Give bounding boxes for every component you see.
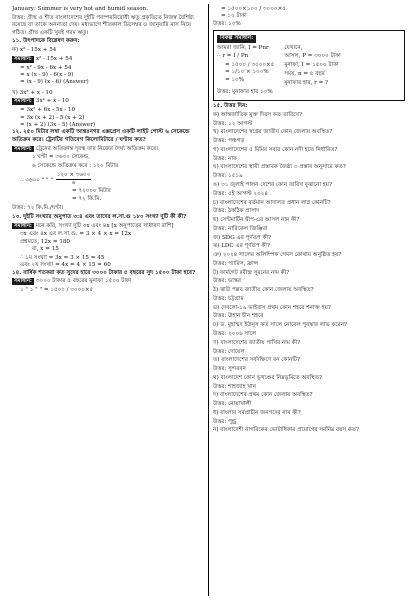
gk-line: ধ) বাংলার সর্বপ্রাচীন জনপদের নাম কী? <box>213 409 301 416</box>
q13-line2: ৩x এবং ৪x এর ল.সা.গু. = 3 × 4 × x = 12x <box>20 231 132 238</box>
question-12: ১২. ২৫০ মিটার লম্বা একটি আন্তঃনগর এক্সপ্রেস একটি লাইট পোস্ট ৬ সেকেন্ডে অতিক্রম করে। ট্রেনটির গতিবেগ কিলোমিটারে / ঘণ্টায় কত? <box>12 129 190 143</box>
gk-line: ঙ) ৩১ জুলাই পালন দেশের কোন তারিখ বুঝানো হয়? <box>213 181 332 188</box>
alt-line2: ∴ r = I / Pn <box>217 53 249 60</box>
alternative-math <box>217 45 274 85</box>
solution-tag-14: সমাধান: <box>14 278 32 285</box>
q14-line1-text: ৩০০০ টাকার ৫ বছরের মুনাফা ১৫০০ টাকা <box>35 278 132 285</box>
q12-solution-text: ট্রেনের অতিক্রান্ত দূরত্ব তার নিজের দৈর্ঘ্য অতিক্রম করে। <box>35 145 159 152</box>
where-line2: আসল, P = ৩০০০ টাকা <box>284 53 341 60</box>
q12-line4: = ৭২০০০ মিটার <box>72 187 111 194</box>
gk-line: উত্তর: ভাস্কর <box>213 278 241 285</box>
alt-line3: = ১৫০০ / ৩০০০×৫ <box>225 62 275 69</box>
q13-line4: বা, x = 15 <box>32 246 59 253</box>
solution-b-expr: 3x² + x - 10 <box>35 98 69 105</box>
gk-line: ড) দেবলো-১৯ ভাইরাস প্রথম কোন শহরে শনাক্ত হয়? <box>213 304 331 311</box>
solution-tag-b: সমাধান: <box>14 98 32 105</box>
q13-line3: প্রশ্নমতে, 12x = 180 <box>20 238 70 245</box>
gk-line: ঢ) ড. মুহাম্মদ ইউনূস কত সালে নোবেল পুরস্কার লাভ করেন? <box>213 322 348 329</box>
gk-line: জ) SDG এর পূর্ণরূপ কী? <box>213 234 271 241</box>
gk-line: ঝ) LDC এর পূর্ণরূপ কী? <box>213 243 270 250</box>
gk-line: ত) বাংলাদেশের সর্বদক্ষিণে বন কোনটি? <box>213 357 300 364</box>
q14-line2: ১ " ১ " " = ১৫০০ / ৩০০০×৫ <box>20 287 94 294</box>
solution-a-line3: = x (x - 9) - 6(x - 9) <box>20 71 74 78</box>
gk-line: ক) আন্তর্জাতিক মুক্ত দিবস কত তারিখে? <box>213 111 303 118</box>
gk-line: উত্তর: ১৫১৯ <box>213 173 243 180</box>
gk-line: উত্তর: ২০০৬ সালে <box>213 331 257 337</box>
q12-line3-text: ∴ ৩৬০০ " " " <box>20 177 53 184</box>
q12-line1: ১ ঘণ্টা = ৩৬০০ সেকেন্ড, <box>32 154 91 161</box>
alternative-solution-tag: বিকল্প সমাধান: <box>217 35 256 42</box>
alt-answer: উত্তর: মুনাফার হার ১০% <box>217 89 273 96</box>
gk-line: থ) বাংলাদেশ কোন ভূখণ্ডের নিম্নভূমিতে অবস্থিত? <box>213 374 322 381</box>
solution-tag-13: সমাধান: <box>14 222 32 229</box>
gk-line: ঘ) বাংলাদেশের স্থায়ী প্রস্তাবক জৈষ্ঠ্য ৩ প্রস্তাব অনুসারে কত? <box>213 164 346 171</box>
left-column <box>12 6 205 596</box>
q12-answer: উত্তর: ৭২ কি.মি./ঘণ্টা। <box>12 205 64 212</box>
solution-b-line2: = 3x² + 6x - 5x - 10 <box>20 107 76 114</box>
gk-line: ঠ) ঝাউ পল্লব জাতীয় কোন জেলায় অবস্থিত? <box>213 287 314 294</box>
q12-line3 <box>12 172 205 188</box>
alt-line4: = ১/১০ × ১০০% <box>225 69 269 76</box>
top-answer: উত্তর: ১০% <box>213 20 241 27</box>
gk-line: উত্তর: পুন্ড্র <box>213 418 237 425</box>
gk-line: উত্তর: শাহজাহ খান <box>213 383 256 390</box>
where-block <box>284 45 340 89</box>
gk-line: ট) ফার্মগেট রবীন্দ্র সুমনের নাম কী? <box>213 269 290 276</box>
question-11-part-a: ক) x² - 15x + 54 <box>12 47 57 54</box>
gk-line: উত্তর: ৫ই আগস্ট ২০২৪ <box>213 190 269 197</box>
gk-line: ন) বাংলাদেশী নাগরিকের ভোটাধিকার প্রয়োগের সর্বনিম্ন বয়স কত? <box>213 427 360 434</box>
gk-line: দ) বাংলাদেশের প্রথম কোন জেলায় অবস্থিত? <box>213 392 313 399</box>
solution-tag: সমাধান: <box>14 55 32 62</box>
column-divider <box>208 4 209 596</box>
gk-line: উত্তর: নোয়াখালী <box>213 401 252 408</box>
q14-line1 <box>12 278 205 285</box>
q12-solution-intro <box>12 146 205 153</box>
q12-fraction: $\frac{১২০ \times ৩৬০০}{৬}$ <box>56 171 91 187</box>
gk-line: ণ) বাংলাদেশের জাতীয় পাখির নাম কী? <box>213 339 301 346</box>
q12-line5: = ৭২ কি.মি. <box>72 196 102 203</box>
solution-b-line3: = 3x (x + 2) - 5 (x + 2) <box>20 114 85 121</box>
where-line4: সময়, n = ৫ বছর <box>284 70 325 77</box>
right-column <box>213 6 405 596</box>
gk-line: খ) বাংলাদেশের স্বপ্নের জাতীয় কোন জেলায় অবস্থিত? <box>213 129 333 136</box>
alt-line5: = ১০% <box>225 76 245 83</box>
gk-line: চ) বাংলাদেশের বর্তমান আদালত প্রধান লাগ্ন কোনটি? <box>213 199 331 206</box>
gk-line: উত্তর: ঠকঠিক প্রাসাদ <box>213 208 260 215</box>
q13-line5: ∴ ১ম সংখ্যা = 3x = 3 × 15 = 45 <box>20 254 105 261</box>
gk-line: উত্তর: ১২ আগস্ট <box>213 120 253 127</box>
gk-line: ছ) সেন্টমার্টিন দ্বীপ-এর আসল নাম কী? <box>213 217 300 224</box>
where-line1: যেখানে, <box>284 44 303 51</box>
alternative-solution-body <box>217 45 401 89</box>
gk-line: উত্তর: নারিকেল জিঞ্জিরা <box>213 225 268 232</box>
gk-line: উত্তর: সুন্দরবন <box>213 366 246 373</box>
solution-a-line4: = (x - 9) (x - 6) (Answer) <box>20 79 89 86</box>
question-14: ১৪. বার্ষিক শতকরা কত সুদের হারে ৩০০০ টাকার ৫ বছরের সুদ ১৫০০ টাকা হবে? <box>12 269 196 276</box>
solution-a-line2: = x² - 9x - 6x + 54 <box>20 64 72 71</box>
question-13: ১৩. দুইটি সংখ্যার অনুপাত ৩:৪ এবং তাদের ল.সা.গু ১৮০ সংখ্যা দুটি কী কী? <box>12 213 187 220</box>
english-answer: উত্তর: গ্রীষ্ম ও শীত বাংলাদেশের দুইটি পরস্পরবিরোধী ঋতু প্রকৃতিতে নিজস্ব বৈশিষ্ট্য রয়েছে যা তাকে অনন্যতা দেয়। মধ্যভাগে শীতকাল ডিসেম্বর ও জানুয়ারি মাস নিয়ে গঠিত। গ্রীষ্ম একটি খুবই গরম ঋতু। <box>12 14 194 36</box>
solution-a-line1 <box>12 56 205 63</box>
solution-b-line1 <box>12 98 205 105</box>
alt-line1: আমরা জানি, I = Pnr <box>217 44 269 51</box>
gk-line: উত্তর: প্যারিস, ফ্রান্স <box>213 260 259 267</box>
gk-line: উত্তর: পঞ্চগড় <box>213 138 245 145</box>
q13-line1-text: মনে করি, সংখ্যা দুটি ৩x এবং ৪x [x অনুপাতের সাধারণ রাশি] <box>35 222 174 229</box>
gk-line: ১৫. উত্তর দিন: <box>213 103 248 110</box>
q13-line6: এবং ২য় সংখ্যা = 4x = 4 × 15 = 60 <box>20 262 111 269</box>
general-knowledge-list <box>213 103 405 435</box>
top-equals: = ১০ টাকা <box>221 13 247 20</box>
where-line5: মুনাফার হার, r = ? <box>284 79 329 86</box>
question-11-part-b: খ) 3x³ + x - 10 <box>12 89 53 96</box>
gk-line: উত্তর: দোয়েল <box>213 348 245 355</box>
question-11: ১১. উৎপাদকে বিশ্লেষণ করুন: <box>12 38 80 45</box>
gk-line: উত্তর: উহান চীন শহরে <box>213 313 264 320</box>
solution-tag-12: সমাধান: <box>14 145 32 152</box>
alternative-solution-box <box>213 30 405 101</box>
solution-a-expr: x² - 15x + 54 <box>35 55 73 62</box>
gk-line: উত্তর: চট্টগ্রাম <box>213 295 244 302</box>
english-question: January: Summer is very hot and humid season. <box>12 6 149 12</box>
q13-line1 <box>12 223 205 230</box>
where-line3: মুনাফা, I = ১৫০০ টাকা <box>284 62 339 69</box>
q12-line2: ৬ সেকেন্ডে অতিক্রম করে : ১২০ মিটার <box>32 163 119 170</box>
gk-line: গ) বাংলাদেশের ৫ মিমির সবার কোন নদী হতে নির্ধারিত? <box>213 146 338 153</box>
solution-b-line4: = (x + 2) (3x - 5) (Answer) <box>20 121 96 128</box>
gk-line: উত্তর: নাফ <box>213 155 238 162</box>
top-fraction: = ১৫০০×১০০ / ৩০০০×৫ <box>221 6 286 12</box>
gk-line: ঞ) ২০২৪ সালের অলিম্পিক গেমস কোথায় অনুষ্ঠিত হয়? <box>213 252 342 259</box>
